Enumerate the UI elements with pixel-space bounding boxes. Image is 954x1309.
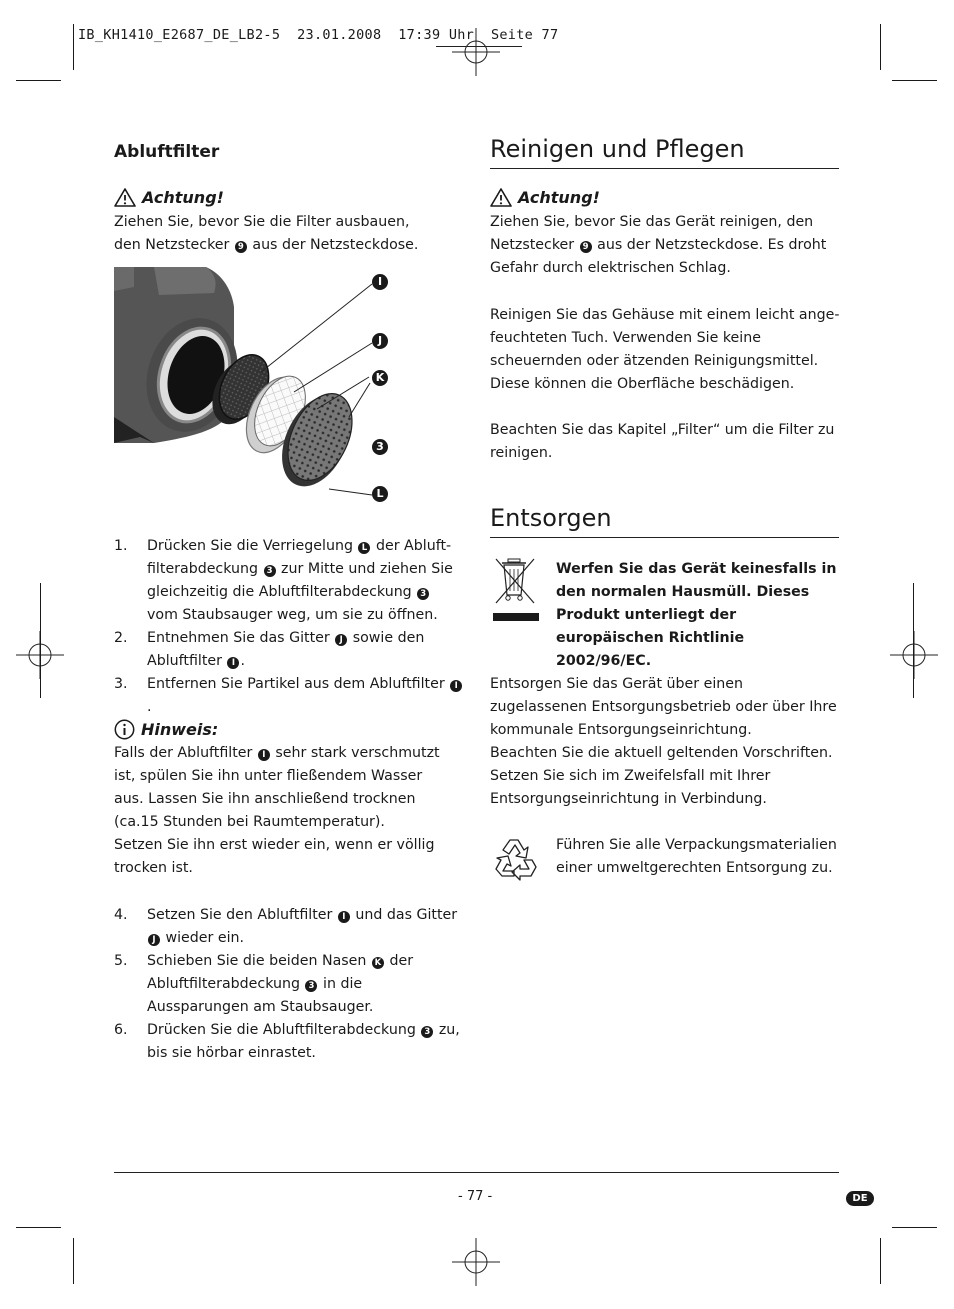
- disposal-paragraph: Entsorgen Sie das Gerät über einen zugelassenen Entsorgungsbetrieb oder über Ihre kommunale Entsorgungseinrichtung.: [490, 676, 837, 738]
- warning-icon: [490, 188, 512, 207]
- marker-badge: 3: [417, 588, 429, 600]
- warning-text-a: Ziehen Sie, bevor Sie die Filter ausbauen, den Netzstecker: [114, 214, 410, 253]
- crop-mark: [892, 1227, 937, 1228]
- step-text: zu, bis sie hörbar einrastet.: [147, 1022, 460, 1061]
- figure-label-L: L: [372, 486, 388, 502]
- step-text: der Abluftfilterabdeckung: [147, 538, 452, 577]
- marker-badge: I: [450, 680, 462, 692]
- warning-title: Achtung!: [518, 188, 600, 207]
- step-text: der Abluftfilterabdeckung: [147, 953, 414, 992]
- crop-mark: [913, 583, 914, 698]
- marker-badge: 3: [305, 980, 317, 992]
- marker-badge: J: [148, 934, 160, 946]
- list-item: [114, 950, 464, 1019]
- step-text: wieder ein.: [165, 930, 245, 946]
- step-text: Drücken Sie die Abluftfilterabdeckung: [147, 1022, 416, 1038]
- marker-badge: 3: [421, 1026, 433, 1038]
- page-number: - 77 -: [458, 1189, 493, 1204]
- marker-badge: K: [372, 957, 384, 969]
- warning-text-b: aus der Netzsteckdose. Es droht Gefahr durch elektrischen Schlag.: [490, 237, 827, 276]
- step-text: sowie den Abluftfilter: [147, 630, 425, 669]
- marker-badge: J: [335, 634, 347, 646]
- figure-label-J: J: [372, 333, 388, 349]
- marker-badge: 3: [264, 565, 276, 577]
- warning-title: Achtung!: [142, 188, 224, 207]
- step-text: vom Staubsauger weg, um sie zu öffnen.: [147, 607, 438, 623]
- step-number: 1.: [114, 538, 128, 554]
- crop-mark: [880, 24, 881, 70]
- warning-text: [114, 211, 434, 257]
- warning-text-a: Ziehen Sie, bevor Sie das Gerät reinigen, den Netzstecker: [490, 214, 814, 253]
- warning-heading: [490, 188, 600, 207]
- registration-mark-icon: [888, 629, 940, 681]
- note-text-c: (ca.15 Stunden bei Raumtemperatur).: [114, 814, 385, 830]
- heading-rule: [490, 537, 839, 538]
- step-text: Drücken Sie die Verriegelung: [147, 538, 353, 554]
- step-text: in die Aussparungen am Staubsauger.: [147, 976, 374, 1015]
- note-heading: [114, 719, 218, 740]
- crop-mark: [40, 583, 41, 698]
- crop-mark: [892, 80, 937, 81]
- figure-label-3: 3: [372, 439, 388, 455]
- header-underline: [436, 46, 522, 47]
- print-header: IB_KH1410_E2687_DE_LB2-5 23.01.2008 17:39 Uhr Seite 77: [78, 27, 559, 43]
- weee-notice: Werfen Sie das Gerät keinesfalls in den normalen Hausmüll. Dieses Produkt unterliegt der europäischen Richtlinie 2002/96/EC.: [556, 561, 837, 669]
- section-heading-reinigen: Reinigen und Pflegen: [490, 135, 745, 163]
- step-text: Entfernen Sie Partikel aus dem Abluftfilter: [147, 676, 445, 692]
- registration-mark-icon: [450, 1236, 502, 1288]
- cleaning-paragraph: Reinigen Sie das Gehäuse mit einem leicht angefeuchteten Tuch. Verwenden Sie keine scheuernden oder ätzenden Reinigungsmittel. Diese können die Oberfläche beschädigen.: [490, 307, 840, 392]
- list-item: [114, 904, 464, 950]
- warning-text: [490, 211, 842, 280]
- recycle-icon: [490, 832, 542, 884]
- marker-badge: I: [227, 657, 239, 669]
- marker-badge: 9: [235, 241, 247, 253]
- list-item: [114, 673, 464, 719]
- filter-reference-paragraph: Beachten Sie das Kapitel „Filter“ um die Filter zu reinigen.: [490, 422, 835, 461]
- language-badge: DE: [846, 1191, 874, 1206]
- crop-mark: [16, 80, 61, 81]
- note-text-a: Falls der Abluftfilter: [114, 745, 253, 761]
- crop-mark: [880, 1238, 881, 1284]
- note-text-b: sehr stark verschmutzt ist, spülen Sie ihn unter fließendem Wasser aus. Lassen Sie ihn anschließend trocknen: [114, 745, 440, 807]
- list-item: [114, 627, 464, 673]
- step-text: Entnehmen Sie das Gitter: [147, 630, 330, 646]
- step-text: Setzen Sie den Abluftfilter: [147, 907, 333, 923]
- step-number: 6.: [114, 1022, 128, 1038]
- marker-badge: 9: [580, 241, 592, 253]
- note-text: [114, 742, 444, 880]
- crop-mark: [16, 1227, 61, 1228]
- info-icon: [114, 719, 135, 740]
- step-number: 5.: [114, 953, 128, 969]
- exhaust-filter-illustration: [114, 267, 404, 503]
- warning-heading: [114, 188, 224, 207]
- crop-mark: [73, 1238, 74, 1284]
- weee-bin-icon: [490, 555, 542, 623]
- heading-rule: [490, 168, 839, 169]
- section-heading-entsorgen: Entsorgen: [490, 504, 612, 532]
- crop-mark: [73, 24, 74, 70]
- recycle-notice: Führen Sie alle Verpackungsmaterialien einer umweltgerechten Entsorgung zu.: [556, 837, 837, 876]
- step-text: .: [147, 699, 152, 715]
- marker-badge: I: [258, 749, 270, 761]
- list-item: [114, 535, 464, 627]
- step-text: zur Mitte und ziehen Sie gleichzeitig die Abluftfilterabdeckung: [147, 561, 453, 600]
- figure-label-I: I: [372, 274, 388, 290]
- regulations-paragraph: Beachten Sie die aktuell geltenden Vorschriften. Setzen Sie sich im Zweifelsfall mit Ihrer Entsorgungseinrichtung in Verbindung.: [490, 745, 833, 807]
- warning-icon: [114, 188, 136, 207]
- step-text: und das Gitter: [355, 907, 458, 923]
- step-number: 3.: [114, 676, 128, 692]
- step-text: Schieben Sie die beiden Nasen: [147, 953, 367, 969]
- marker-badge: I: [338, 911, 350, 923]
- list-item: [114, 1019, 464, 1065]
- marker-badge: L: [358, 542, 370, 554]
- note-title: Hinweis:: [141, 720, 219, 739]
- step-number: 2.: [114, 630, 128, 646]
- figure-label-K: K: [372, 370, 388, 386]
- note-text-d: Setzen Sie ihn erst wieder ein, wenn er völlig trocken ist.: [114, 837, 435, 876]
- footer-rule: [114, 1172, 839, 1173]
- section-heading-abluftfilter: Abluftfilter: [114, 142, 220, 162]
- step-text: .: [240, 653, 245, 669]
- warning-text-b: aus der Netzsteckdose.: [252, 237, 419, 253]
- step-number: 4.: [114, 907, 128, 923]
